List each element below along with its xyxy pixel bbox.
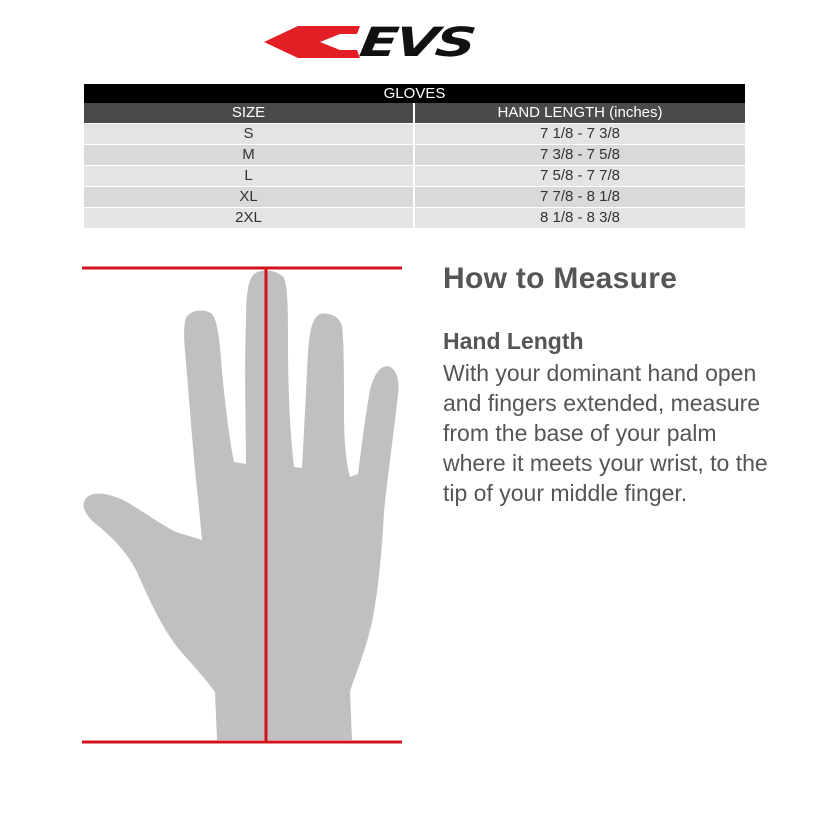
length-cell: 7 3/8 - 7 5/8 [539, 146, 621, 163]
length-cell: 7 1/8 - 7 3/8 [539, 125, 621, 142]
length-cell: 7 7/8 - 8 1/8 [539, 188, 621, 205]
size-cell: L [84, 166, 415, 186]
header-hand-length: HAND LENGTH (inches) [497, 104, 663, 121]
measure-instructions: With your dominant hand open and fingers extended, measure from the base of your palm where it meets your wrist, to the tip of your middle finger. [443, 360, 768, 506]
size-cell: M [84, 145, 415, 165]
table-title: GLOVES [84, 84, 745, 103]
table-row [84, 165, 745, 186]
how-to-measure-title: How to Measure [443, 262, 678, 295]
table-row [84, 144, 745, 165]
hand-measure-illustration [82, 262, 404, 752]
length-cell: 7 5/8 - 7 7/8 [539, 167, 621, 184]
size-cell: 2XL [84, 208, 415, 228]
evs-logo [262, 18, 568, 68]
hand-length-subtitle: Hand Length [443, 328, 584, 354]
header-size: SIZE [84, 103, 415, 123]
table-header-row [84, 103, 745, 123]
length-cell: 8 1/8 - 8 3/8 [539, 209, 621, 226]
size-cell: XL [84, 187, 415, 207]
size-chart-table [84, 84, 745, 228]
size-cell: S [84, 124, 415, 144]
table-row [84, 123, 745, 144]
evs-logo-text: EVS [356, 19, 477, 67]
table-row [84, 186, 745, 207]
hand-icon [84, 271, 399, 740]
table-row [84, 207, 745, 228]
